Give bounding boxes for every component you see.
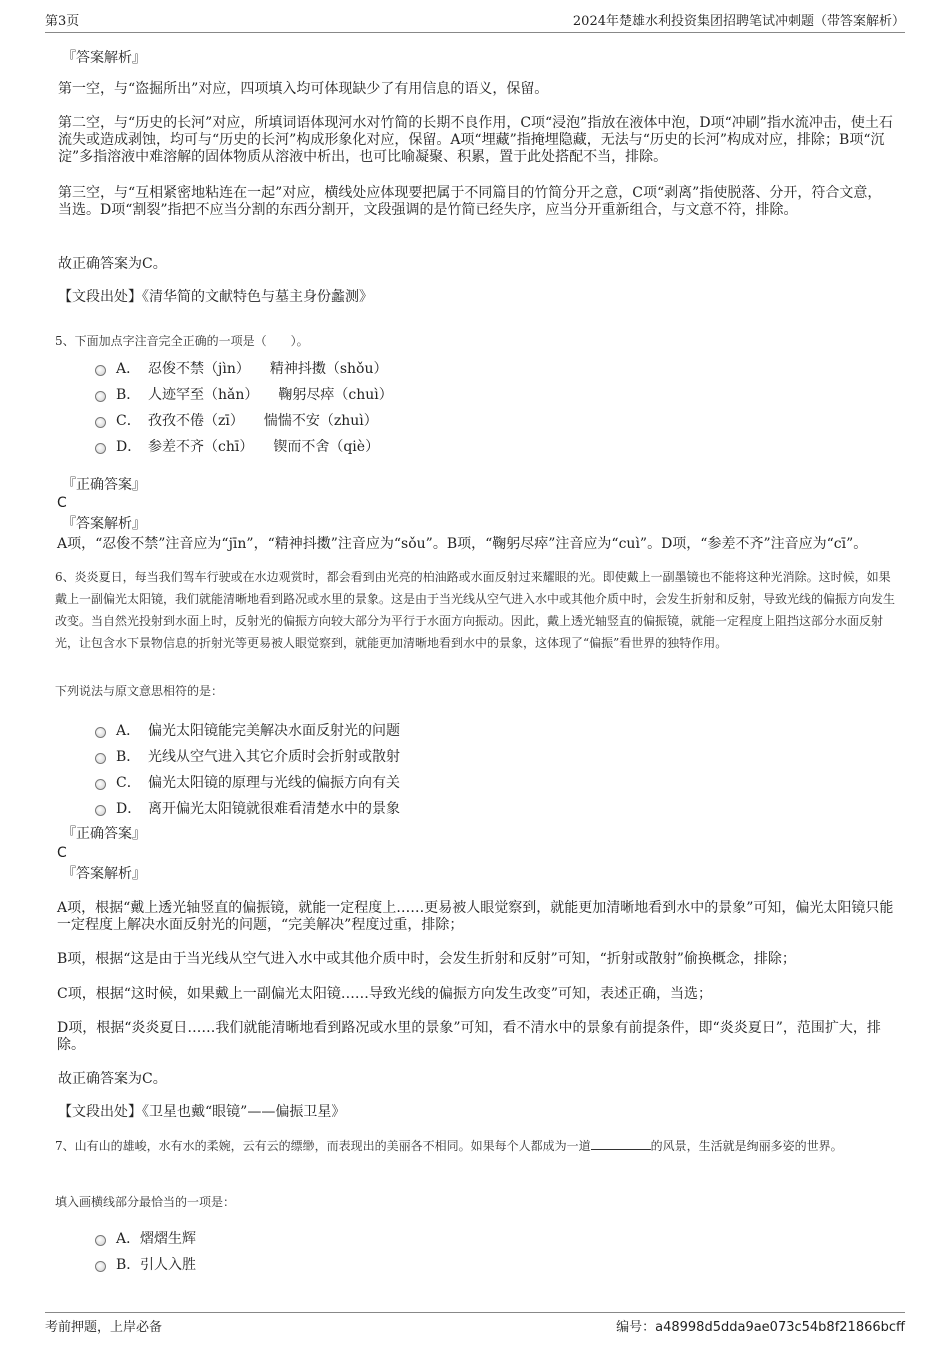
q6-passage: 6、炎炎夏日，每当我们驾车行驶或在水边观赏时，都会看到由光亮的柏油路或水面反射过来耀眼的光。即使戴上一副墨镜也不能将这种光消除。这时候，如果戴上一副偏光太阳镜，我们就能清晰地看到路况或水里的景象。这是由于当光线从空气进入水中或其他介质中时，会发生折射和反射，导致光线的偏振方向发生改变。当自然光投射到水面上时，反射光的偏振方向较大部分为平行于水面方向振动。因此，戴上透光轴竖直的偏振镜，就能一定程度上阻挡这部分水面反射光，让包含水下景物信息的折射光等更易被人眼觉察到，就能更加清晰地看到水中的景象，这体现了“偏振”看世界的独特作用。 — [55, 570, 896, 650]
q5-answer-label: 『正确答案』 — [62, 477, 146, 493]
page-header — [45, 10, 905, 33]
radio-button[interactable] — [95, 753, 106, 764]
page-footer — [45, 1312, 905, 1335]
q4-analysis-p2: 第二空，与“历史的长河”对应，所填词语体现河水对竹简的长期不良作用，C项“浸泡”指放在液体中泡，D项“冲刷”指水流冲击，使土石流失或造成剥蚀，均可与“历史的长河”构成形象化对应，保留。A项“埋藏”指掩埋隐藏，无法与“历史的长河”构成对应，排除；B项“沉淀”多指溶液中难溶解的固体物质从溶液中析出，也可比喻凝聚、积累，置于此处搭配不当，排除。 — [58, 115, 893, 165]
q4-analysis-label: 『答案解析』 — [62, 50, 146, 66]
q5-analysis-label: 『答案解析』 — [62, 516, 146, 532]
q6-answer: C — [57, 845, 67, 861]
q6-option-b[interactable]: B． 光线从空气进入其它介质时会折射或散射 — [95, 746, 400, 766]
document-title: 2024年楚雄水利投资集团招聘笔试冲刺题（带答案解析） — [572, 14, 905, 29]
radio-button[interactable] — [95, 805, 106, 816]
q4-conclusion: 故正确答案为C。 — [58, 256, 167, 272]
radio-button[interactable] — [95, 1235, 106, 1246]
q6-source: 【文段出处】《卫星也戴“眼镜”——偏振卫星》 — [58, 1104, 346, 1120]
radio-button[interactable] — [95, 1261, 106, 1272]
q6-option-d[interactable]: D． 离开偏光太阳镜就很难看清楚水中的景象 — [95, 798, 400, 818]
q6-analysis-c: C项，根据“这时候，如果戴上一副偏光太阳镜……导致光线的偏振方向发生改变”可知，表述正确，当选； — [57, 986, 713, 1002]
q6-analysis-label: 『答案解析』 — [62, 866, 146, 882]
q4-source: 【文段出处】《清华简的文献特色与墓主身份蠡测》 — [58, 289, 373, 305]
radio-button[interactable] — [95, 365, 106, 376]
q7-stem: 7、山有山的雄峻，水有水的柔婉，云有云的缥缈，而表现出的美丽各不相同。如果每个人都成为一道 的风景，生活就是绚丽多姿的世界。 — [55, 1139, 843, 1153]
fill-in-blank — [591, 1137, 651, 1150]
q5-option-b[interactable]: B． 人迹罕至（hǎn） 鞠躬尽瘁（chuì） — [95, 384, 393, 404]
radio-button[interactable] — [95, 417, 106, 428]
q5-stem: 5、下面加点字注音完全正确的一项是（ ）。 — [55, 334, 309, 348]
q6-analysis-b: B项，根据“这是由于当光线从空气进入水中或其他介质中时，会发生折射和反射”可知，“折射或散射”偷换概念，排除； — [57, 951, 796, 967]
q4-analysis-p1: 第一空，与“盗掘所出”对应，四项填入均可体现缺少了有用信息的语义，保留。 — [58, 81, 549, 97]
q6-stem: 下列说法与原文意思相符的是： — [55, 684, 224, 698]
q5-option-a[interactable]: A． 忍俊不禁（jìn） 精神抖擞（shǒu） — [95, 358, 388, 378]
q5-answer: C — [57, 495, 67, 511]
page-number: 第3页 — [45, 14, 80, 29]
q5-option-d[interactable]: D． 参差不齐（chī） 锲而不舍（qiè） — [95, 436, 379, 456]
q6-conclusion: 故正确答案为C。 — [58, 1071, 167, 1087]
q6-option-c[interactable]: C． 偏光太阳镜的原理与光线的偏振方向有关 — [95, 772, 400, 792]
q7-option-b[interactable]: B． 引人入胜 — [95, 1254, 196, 1274]
q6-option-a[interactable]: A． 偏光太阳镜能完美解决水面反射光的问题 — [95, 720, 400, 740]
radio-button[interactable] — [95, 443, 106, 454]
q6-analysis-d: D项，根据“炎炎夏日……我们就能清晰地看到路况或水里的景象”可知，看不清水中的景象有前提条件，即“炎炎夏日”，范围扩大，排除。 — [57, 1020, 881, 1053]
q7-option-a[interactable]: A． 熠熠生辉 — [95, 1228, 196, 1248]
footer-slogan: 考前押题，上岸必备 — [45, 1320, 163, 1335]
radio-button[interactable] — [95, 727, 106, 738]
radio-button[interactable] — [95, 779, 106, 790]
q6-answer-label: 『正确答案』 — [62, 826, 146, 842]
document-code: 编号：a48998d5dda9ae073c54b8f21866bcff — [616, 1320, 905, 1335]
q5-option-c[interactable]: C． 孜孜不倦（zī） 惴惴不安（zhuì） — [95, 410, 378, 430]
q5-analysis: A项，“忍俊不禁”注音应为“jīn”，“精神抖擞”注音应为“sǒu”。B项，“鞠躬尽瘁”注音应为“cuì”。D项，“参差不齐”注音应为“cī”。 — [57, 536, 868, 552]
q4-analysis-p3: 第三空，与“互相紧密地粘连在一起”对应，横线处应体现要把属于不同篇目的竹简分开之意，C项“剥离”指使脱落、分开，符合文意，当选。D项“割裂”指把不应当分割的东西分割开，文段强调的是竹简已经失序，应当分开重新组合，与文意不符，排除。 — [58, 185, 882, 218]
q6-analysis-a: A项，根据“戴上透光轴竖直的偏振镜，就能一定程度上……更易被人眼觉察到，就能更加清晰地看到水中的景象”可知，偏光太阳镜只能一定程度上解决水面反射光的问题，“完美解决”程度过重，排除； — [57, 900, 894, 933]
radio-button[interactable] — [95, 391, 106, 402]
q7-stem2: 填入画横线部分最恰当的一项是： — [55, 1195, 236, 1209]
